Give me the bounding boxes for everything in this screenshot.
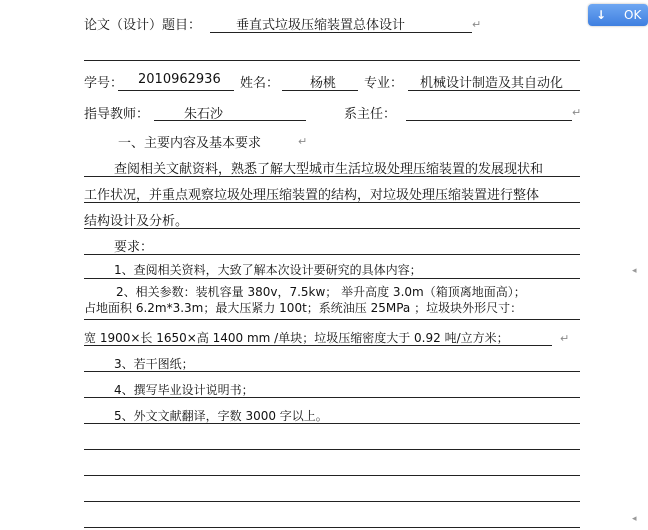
paragraph-line: 工作状况，并重点观察垃圾处理压缩装置的结构，对垃圾处理压缩装置进行整体 bbox=[84, 188, 540, 203]
director-underline bbox=[406, 120, 572, 121]
advisor-label: 指导教师： bbox=[84, 107, 150, 122]
paragraph-mark: ↵ bbox=[472, 18, 482, 31]
major-value[interactable]: 机械设计制造及其自动化 bbox=[420, 76, 564, 91]
paragraph-line: 查阅相关文献资料，熟悉了解大型城市生活垃圾处理压缩装置的发展现状和 bbox=[114, 162, 544, 177]
requirement-item: 2、相关参数：装机容量 380v，7.5kw； 举升高度 3.0m（箱顶离地面高）； bbox=[116, 285, 526, 299]
ok-button[interactable]: ↓ OK bbox=[588, 4, 648, 26]
paragraph-mark: ↵ bbox=[572, 106, 582, 119]
ruled-line bbox=[84, 501, 580, 502]
major-label: 专业： bbox=[364, 76, 404, 91]
ruled-line bbox=[84, 202, 580, 203]
major-underline bbox=[408, 90, 580, 91]
ruled-line bbox=[84, 423, 580, 424]
blank-line bbox=[84, 60, 580, 61]
ruled-line bbox=[84, 228, 580, 229]
ruled-line bbox=[84, 345, 552, 346]
ruled-line bbox=[84, 278, 580, 279]
requirements-label: 要求： bbox=[114, 240, 154, 255]
ruled-line bbox=[84, 254, 580, 255]
paragraph-mark: ↵ bbox=[560, 332, 570, 345]
edge-marker-icon: ◂ bbox=[632, 266, 637, 276]
ruled-line bbox=[84, 371, 580, 372]
requirement-item: 宽 1900×长 1650×高 1400 mm /单块；垃圾压缩密度大于 0.92 吨/立方米； bbox=[84, 331, 509, 345]
title-label: 论文（设计）题目： bbox=[84, 18, 202, 33]
title-underline bbox=[210, 32, 472, 33]
ruled-line bbox=[84, 527, 580, 528]
ruled-line bbox=[84, 319, 580, 320]
name-underline bbox=[282, 90, 358, 91]
ruled-line bbox=[84, 397, 580, 398]
ruled-line bbox=[84, 475, 580, 476]
paragraph-mark: ↵ bbox=[298, 135, 308, 148]
student-id-label: 学号： bbox=[84, 76, 124, 91]
ruled-line bbox=[84, 449, 580, 450]
requirement-item: 占地面积 6.2m*3.3m；最大压紧力 100t；系统油压 25MPa ；垃圾块外形尺寸： bbox=[84, 301, 523, 315]
director-label: 系主任： bbox=[344, 107, 397, 122]
title-value[interactable]: 垂直式垃圾压缩装置总体设计 bbox=[236, 18, 406, 33]
name-label: 姓名： bbox=[240, 76, 280, 91]
down-arrow-icon: ↓ bbox=[596, 8, 607, 22]
edge-marker-icon: ◂ bbox=[632, 514, 637, 524]
name-value[interactable]: 杨桃 bbox=[310, 76, 337, 91]
paragraph-line: 结构设计及分析。 bbox=[84, 214, 189, 229]
section-heading: 一、主要内容及基本要求 bbox=[118, 136, 262, 151]
requirement-item: 1、查阅相关资料，大致了解本次设计要研究的具体内容； bbox=[114, 263, 422, 277]
student-id-value[interactable]: 2010962936 bbox=[138, 72, 221, 87]
requirement-item: 5、外文文献翻译，字数 3000 字以上。 bbox=[114, 409, 328, 423]
requirement-item: 3、若干图纸； bbox=[114, 357, 194, 371]
ruled-line bbox=[84, 176, 580, 177]
advisor-underline bbox=[154, 120, 306, 121]
requirement-item: 4、撰写毕业设计说明书； bbox=[114, 383, 254, 397]
advisor-value[interactable]: 朱石沙 bbox=[184, 107, 224, 122]
student-id-underline bbox=[118, 90, 234, 91]
